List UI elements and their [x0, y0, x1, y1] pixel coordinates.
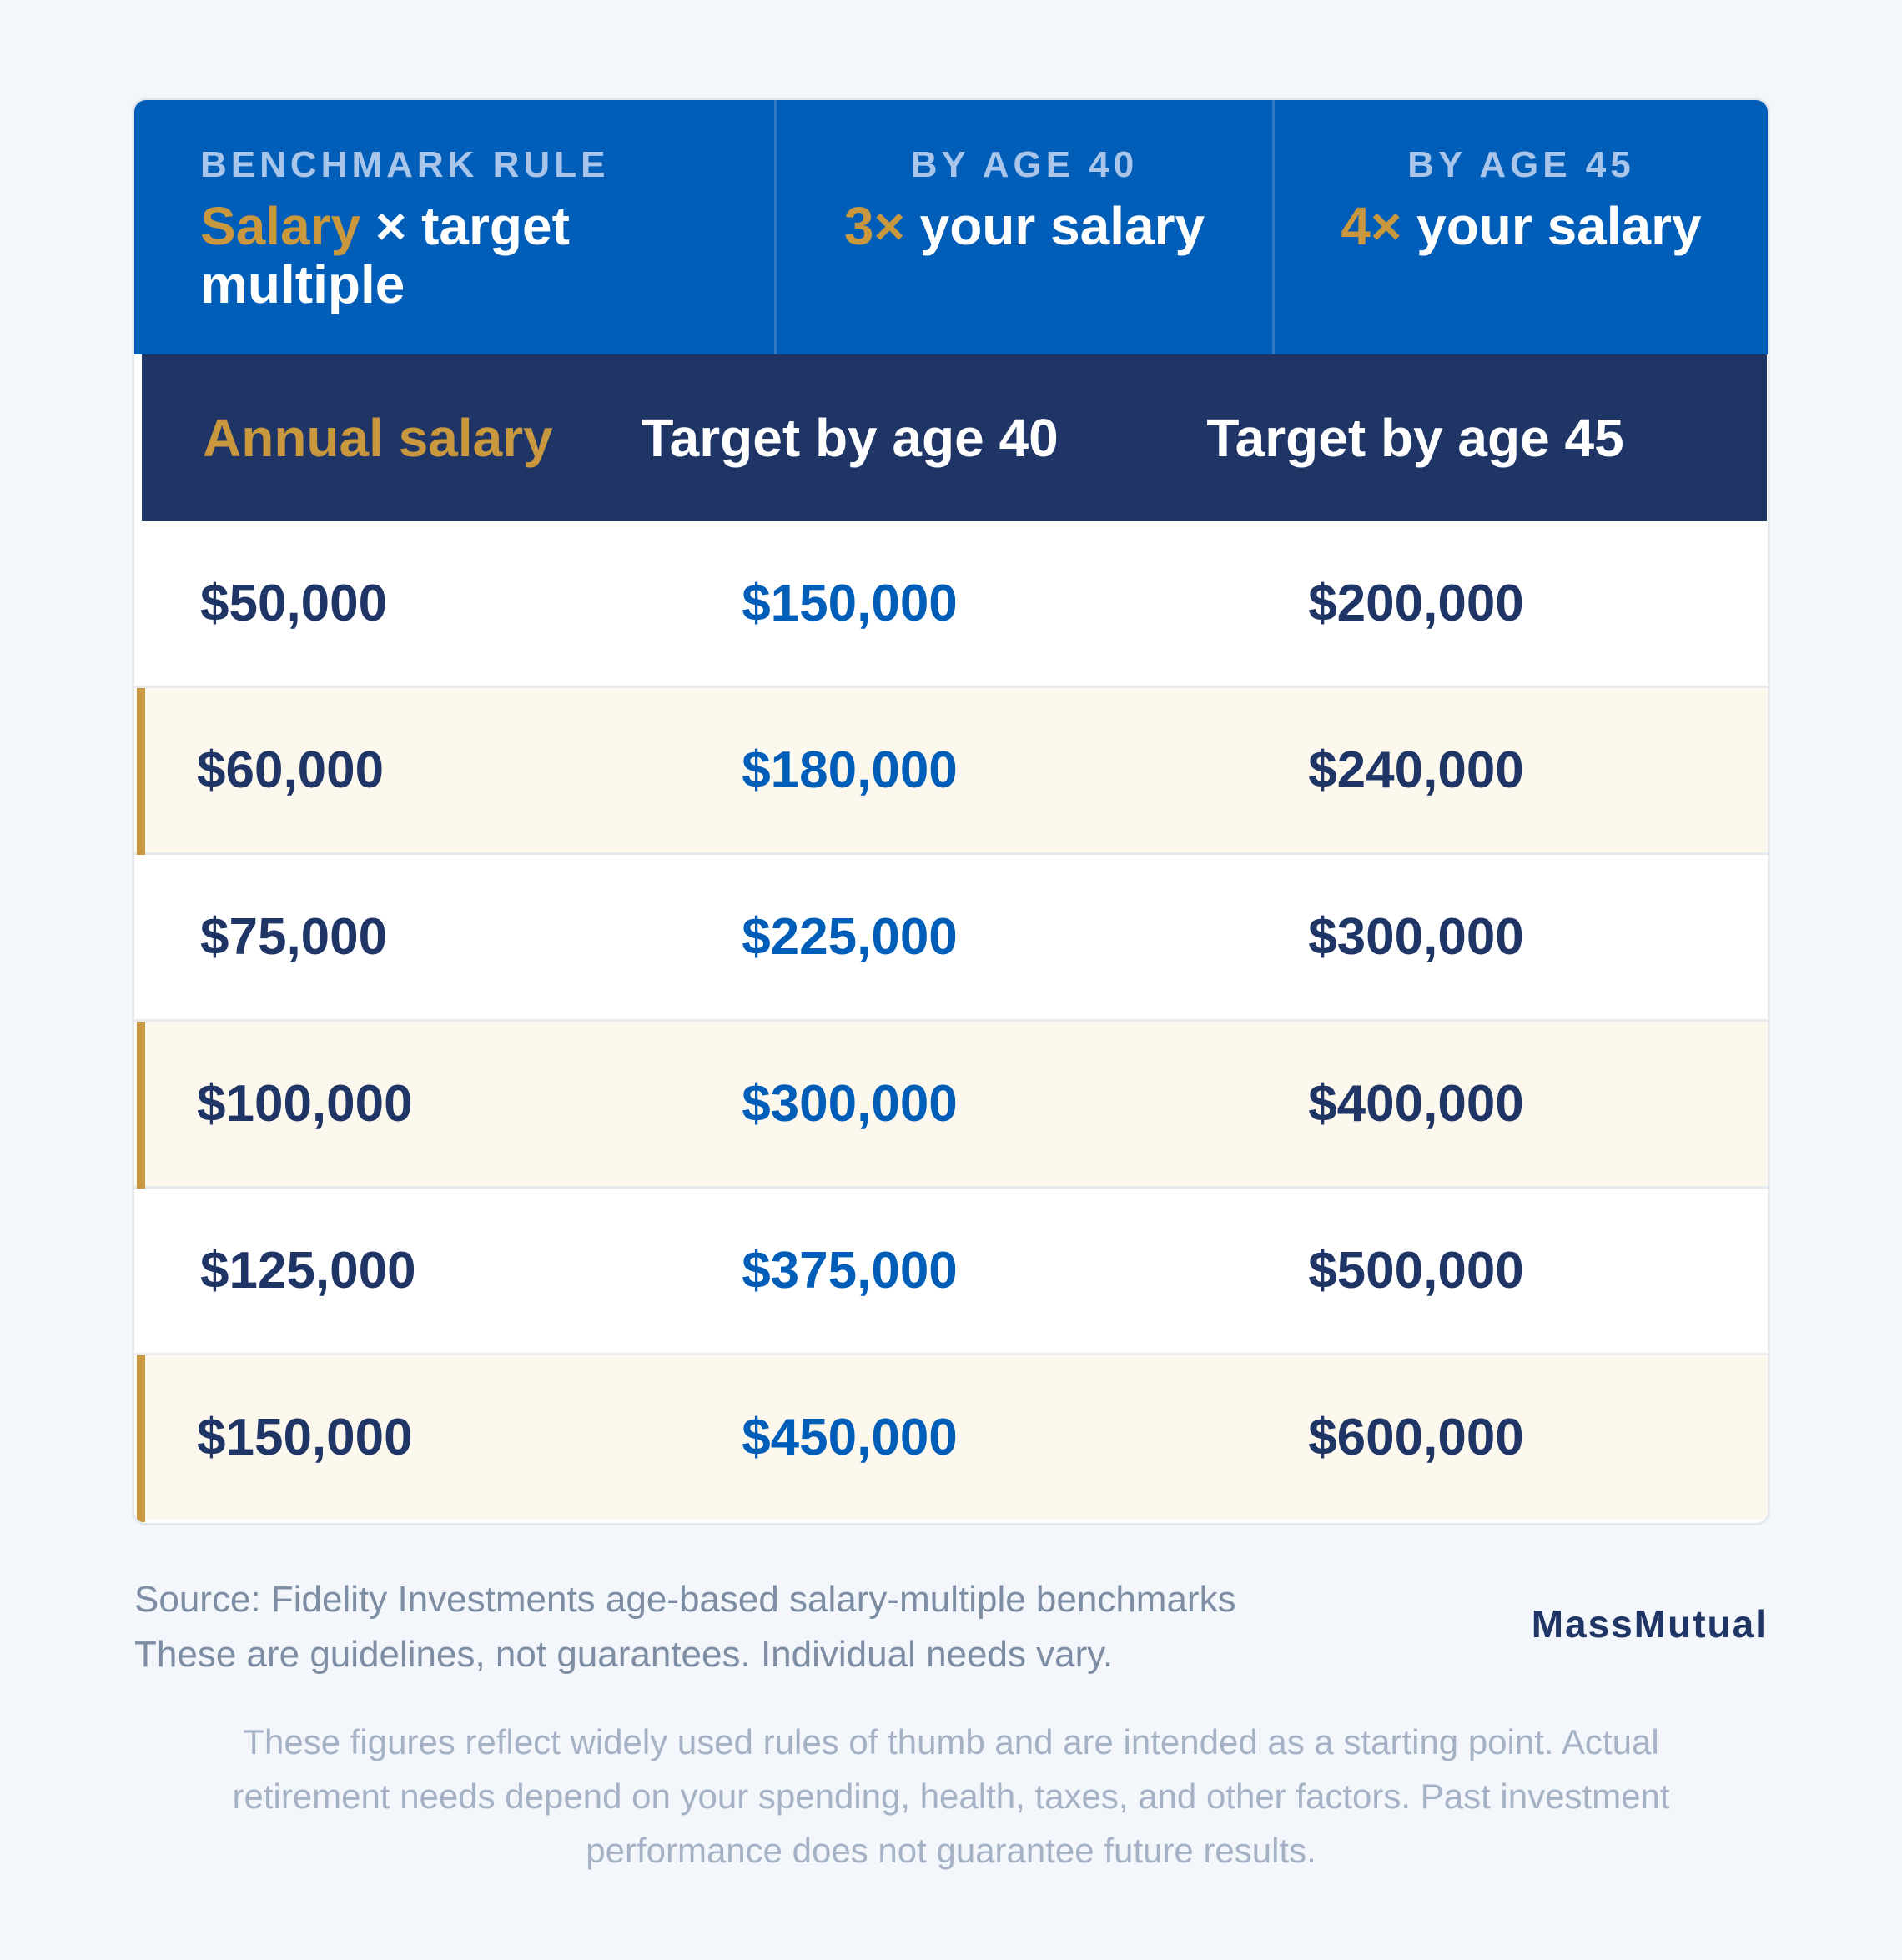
- table-header-row: [142, 354, 1767, 521]
- table-row: [134, 1022, 1768, 1189]
- target-age-45-cell: $400,000: [1308, 1075, 1524, 1133]
- target-age-45-cell: $600,000: [1308, 1409, 1524, 1466]
- target-age-40-cell: $300,000: [742, 1075, 958, 1133]
- source-note: [134, 1572, 1236, 1682]
- target-age-45-cell: $300,000: [1308, 908, 1524, 966]
- benchmark-table-card: [134, 100, 1768, 1523]
- salary-cell: $100,000: [197, 1075, 413, 1133]
- age-45-rule-cell: [1272, 100, 1768, 354]
- table-row: [134, 688, 1768, 855]
- column-header-annual-salary: Annual salary: [203, 408, 553, 468]
- brand-logo-text: MassMutual: [1531, 1602, 1768, 1646]
- age-40-rule: [777, 197, 1272, 255]
- table-body: [134, 521, 1768, 1520]
- age-40-eyebrow: BY AGE 40: [910, 144, 1139, 185]
- target-age-40-cell: $225,000: [742, 908, 958, 966]
- target-age-40-cell: $150,000: [742, 575, 958, 632]
- rule-title-highlight: Salary: [200, 196, 361, 256]
- salary-cell: $60,000: [197, 741, 385, 799]
- target-age-40-cell: $450,000: [742, 1409, 958, 1466]
- column-header-target-age-45: Target by age 45: [1206, 408, 1624, 468]
- target-age-40-cell: $375,000: [742, 1242, 958, 1299]
- table-row: [134, 855, 1768, 1022]
- salary-cell: $150,000: [197, 1409, 413, 1466]
- table-row: [134, 1189, 1768, 1355]
- table-row: [134, 521, 1768, 688]
- age-40-rule-text: your salary: [904, 196, 1205, 256]
- target-age-45-cell: $500,000: [1308, 1242, 1524, 1299]
- age-45-eyebrow: BY AGE 45: [1407, 144, 1635, 185]
- age-45-rule-text: your salary: [1401, 196, 1702, 256]
- rule-title-rest: × target: [360, 196, 570, 256]
- salary-cell: $50,000: [200, 575, 388, 632]
- age-45-multiple: 4×: [1341, 196, 1402, 256]
- benchmark-rule-cell: [134, 100, 774, 354]
- target-age-45-cell: $200,000: [1308, 575, 1524, 632]
- benchmark-rule-eyebrow: BENCHMARK RULE: [200, 144, 610, 185]
- source-line: Source: Fidelity Investments age-based salary-multiple benchmarks: [134, 1579, 1236, 1620]
- target-age-45-cell: $240,000: [1308, 741, 1524, 799]
- target-age-40-cell: $180,000: [742, 741, 958, 799]
- age-45-rule: [1275, 197, 1768, 255]
- age-40-rule-cell: [774, 100, 1272, 354]
- benchmark-header-band: [134, 100, 1768, 354]
- table-row: [134, 1355, 1768, 1520]
- salary-cell: $125,000: [200, 1242, 416, 1299]
- salary-cell: $75,000: [200, 908, 388, 966]
- guideline-note: These are guidelines, not guarantees. Individual needs vary.: [134, 1634, 1114, 1675]
- column-header-target-age-40: Target by age 40: [641, 408, 1059, 468]
- disclaimer-text: These figures reflect widely used rules of thumb and are intended as a starting point. Actual retirement needs depend on your spending, health, taxes, and other factors. Past investment performance does not guarantee future results.: [232, 1722, 1670, 1870]
- rule-title-line2: multiple: [200, 254, 405, 314]
- age-40-multiple: 3×: [843, 196, 905, 256]
- benchmark-rule-title: [200, 197, 774, 314]
